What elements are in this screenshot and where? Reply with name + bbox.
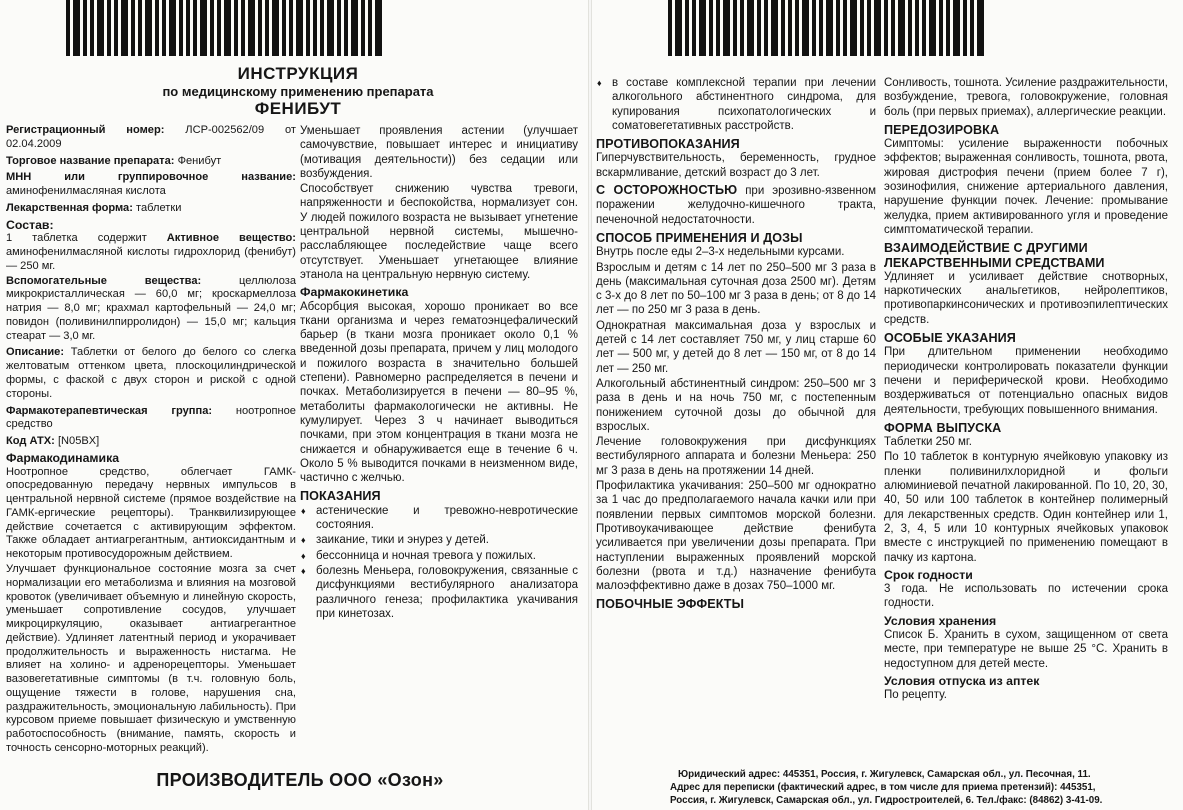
release-form-heading: ФОРМА ВЫПУСКА [884, 420, 1002, 435]
pharmacodynamics-p1: Ноотропное средство, облегчает ГАМК-опосредованную передачу нервных импульсов в центральной нервной системе (прямое воздействие на ГАМК-ергические рецепторы). Транквилизирующее действие сочетается с активирующим эффектом. Также обладает антиагрегантным, антиоксидантным и некоторым противосудорожным действием. [6, 465, 296, 561]
shelf-life-text: 3 года. Не использовать по истечении срока годности. [884, 583, 1168, 610]
doc-title: ИНСТРУКЦИЯ [237, 64, 359, 83]
dosage-heading: СПОСОБ ПРИМЕНЕНИЯ И ДОЗЫ [596, 230, 803, 245]
title-block [88, 64, 508, 119]
list-item: ♦ в составе комплексной терапии при лечении алкогольного абстинентного синдрома, для купирования психопатологических и соматовегетативных расстройств. [596, 76, 876, 133]
list-item: ♦ бессонница и ночная тревога у пожилых. [300, 549, 578, 563]
dosage-p5: Лечение головокружения при дисфункциях вестибулярного аппарата и болезни Меньера: 250 мг 3 раза в день на протяжении 14 дней. [596, 436, 876, 477]
column-1 [6, 124, 296, 757]
interactions-heading: ВЗАИМОДЕЙСТВИЕ С ДРУГИМИ ЛЕКАРСТВЕННЫМИ СРЕДСТВАМИ [884, 241, 1105, 270]
pharmacodynamics-heading: Фармакодинамика [6, 450, 120, 465]
overdose-heading: ПЕРЕДОЗИРОВКА [884, 122, 1000, 137]
storage-text: Список Б. Хранить в сухом, защищенном от света месте, при температуре не выше 25 °С. Хранить в недоступном для детей месте. [884, 628, 1168, 670]
column-2 [300, 124, 578, 622]
dosage-p1: Внутрь после еды 2–3-х недельными курсами. [596, 246, 845, 259]
list-item: ♦ заикание, тики и энурез у детей. [300, 533, 578, 547]
reg-number: Регистрационный номер: ЛСР-002562/09 от 02.04.2009 [6, 124, 296, 150]
dosage-p2: Взрослым и детям с 14 лет по 250–500 мг 3 раза в день (максимальная суточная доза 2500 мг). Детям с 3-х до 8 лет по 50–100 мг 3 раза в день; от 8 до 14 лет — по 250 мг 3 раза в день. [596, 261, 876, 317]
pharmacokinetics-heading: Фармакокинетика [300, 285, 409, 300]
indications-list [300, 504, 578, 621]
description: Описание: Таблетки от белого до белого со слегка желтоватым оттенком цвета, плоскоцилиндрической формы, с фаской с двух сторон и риской с одной стороны. [6, 346, 296, 400]
side-effects-heading: ПОБОЧНЫЕ ЭФФЕКТЫ [596, 597, 745, 612]
inn-name: МНН или группировочное название: аминофенилмасляная кислота [6, 171, 296, 198]
pharmacodynamics-p4: Способствует снижению чувства тревоги, напряженности и беспокойства, нормализует сон. У людей пожилого возраста не вызывает угнетение центральной нервной системы, мышечно-расслабляющее последействие чаще всего отсутствует. Уменьшает угнетающее влияние этанола на центральную нервную систему. [300, 183, 578, 281]
address-line: Адрес для переписки (фактический адрес, в том числе для приема претензий): 445351, [670, 782, 1096, 793]
barcode-strip [668, 0, 984, 56]
producer-line: ПРОИЗВОДИТЕЛЬ ООО «Озон» [156, 770, 444, 790]
indications-list-continued [596, 76, 876, 133]
trade-name: Торговое название препарата: Фенибут [6, 154, 222, 167]
address-line: Россия, г. Жигулевск, Самарская обл., ул. Гидростроителей, 6. Тел./факс: (84862) 3-41-09. [670, 795, 1103, 806]
pharmacodynamics-p2: Улучшает функциональное состояние мозга за счет нормализации его метаболизма и влияния на мозговой кровоток (увеличивает объемную и линейную скорость, уменьшает сопротивление сосудов, улучшает микроциркуляцию, оказывает антиагрегантное действие). Удлиняет латентный период и укорачивает продолжительность и выраженность нистагма. Не влияет на холино- и адренорецепторы. Уменьшает вазовегетативные симптомы (в т.ч. головную боль, ощущение тяжести в голове, нарушения сна, раздражительность, эмоциональную лабильность). При курсовом приеме повышает физическую и умственную работоспособность (внимание, память, скорость и точность сенсорно-моторных реакций). [6, 562, 296, 754]
dispensing-text: По рецепту. [884, 689, 947, 702]
dosage-p6: Профилактика укачивания: 250–500 мг однократно за 1 час до предполагаемого начала качки или при появлении первых симптомов морской болезни. Противоукачивающее действие фенибута усиливается при увеличении дозы препарата. При наступлении выраженных проявлений морской болезни (рвота и т.д.) назначение фенибута малоэффективно даже в дозах 750–1000 мг. [596, 480, 876, 593]
storage-heading: Условия хранения [884, 613, 997, 628]
indications-heading: ПОКАЗАНИЯ [300, 489, 381, 504]
contraindications-text: Гиперчувствительность, беременность, грудное вскармливание, детский возраст до 3 лет. [596, 152, 876, 179]
leaflet-left-page [0, 0, 588, 810]
address-line: Юридический адрес: 445351, Россия, г. Жигулевск, Самарская обл., ул. Песочная, 11. [678, 769, 1091, 780]
atc-code: Код АТХ: [N05BX] [6, 435, 100, 448]
column-4 [884, 76, 1168, 703]
dosage-p3: Однократная максимальная доза у взрослых и детей с 14 лет составляет 750 мг, у лиц старше 60 лет — 500 мг, у детей до 8 лет — 150 мг, от 8 до 14 лет — 250 мг. [596, 319, 876, 375]
doc-subtitle: по медицинскому применению препарата [162, 84, 434, 99]
release-form-p2: По 10 таблеток в контурную ячейковую упаковку из пленки поливинилхлоридной и фольги алюминиевой печатной лакированной. По 10, 20, 30, 40, 50 или 100 таблеток в контейнер полимерный для лекарственных средств. Один контейнер или 1, 2, 3, 4, 5 или 10 контурных ячейковых упаковок вместе с инструкцией по применению помещают в пачку из картона. [884, 451, 1168, 564]
manufacturer-address [624, 768, 1154, 807]
special-instructions-heading: ОСОБЫЕ УКАЗАНИЯ [884, 331, 1016, 346]
interactions-text: Удлиняет и усиливает действие снотворных, наркотических анальгетиков, нейролептиков, противопаркинсонических и противоэпилептических средств. [884, 270, 1168, 326]
barcode-strip [66, 0, 382, 56]
dosage-p4: Алкогольный абстинентный синдром: 250–500 мг 3 раза в день и на ночь 750 мг, с постепенным понижением суточной дозы до обычной для взрослых. [596, 377, 876, 433]
list-item: ♦ астенические и тревожно-невротические состояния. [300, 504, 578, 533]
drug-name: ФЕНИБУТ [254, 99, 342, 118]
pharmacokinetics-p1: Абсорбция высокая, хорошо проникает во все ткани организма и через гематоэнцефалический барьер (в ткани мозга проникает около 0,1 % введенной дозы препарата, причем у лиц молодого и пожилого возраста в значительно большей степени). Равномерно распределяется в печени и почках. Метаболизируется в печени — 80–95 %, метаболиты фармакологически не активны. Не кумулирует. Через 3 ч начинает выводиться почками, при этом концентрация в ткани мозга не снижается и обнаруживается еще в течение 6 ч. Около 5 % выводится почками в неизменном виде, частично с желчью. [300, 300, 578, 485]
contraindications-heading: ПРОТИВОПОКАЗАНИЯ [596, 137, 740, 152]
active-substance: 1 таблетка содержит Активное вещество: аминофенилмасляной кислоты гидрохлорид (фенибут) — 250 мг. [6, 232, 296, 272]
excipients: Вспомогательные вещества: целлюлоза микрокристаллическая — 60,0 мг; кроскармеллоза натрия — 8,0 мг; крахмал картофельный — 24,0 мг; повидон (поливинилпирролидон) — 15,0 мг; кальция стеарат — 3,0 мг. [6, 274, 296, 342]
leaflet-right-page [592, 0, 1183, 810]
pharmacodynamics-p3: Уменьшает проявления астении (улучшает самочувствие, повышает интерес и инициативу (мотивация деятельности)) без седации или возбуждения. [300, 125, 578, 180]
column-3 [596, 76, 876, 612]
pharm-group: Фармакотерапевтическая группа: ноотропное средство [6, 404, 296, 431]
side-effects-text: Сонливость, тошнота. Усиление раздражительности, возбуждение, тревога, головокружение, головная боль (при первых приемах), аллергические реакции. [884, 77, 1168, 118]
caution: С ОСТОРОЖНОСТЬЮ при эрозивно-язвенном поражении желудочно-кишечного тракта, печеночной недостаточности. [596, 183, 876, 226]
overdose-text: Симптомы: усиление выраженности побочных эффектов; выраженная сонливость, тошнота, рвота, жировая дистрофия печени (прием более 7 г), эозинофилия, снижение артериального давления, нарушение функции почек. Лечение: промывание желудка, прием активированного угля и проведение симптоматической терапии. [884, 138, 1168, 236]
shelf-life-heading: Срок годности [884, 567, 973, 582]
list-item: ♦ болезнь Меньера, головокружения, связанные с дисфункциями вестибулярного анализатора различного генеза; профилактика укачивания при кинетозах. [300, 564, 578, 621]
release-form-p1: Таблетки 250 мг. [884, 436, 972, 449]
composition-heading: Состав: [6, 217, 54, 232]
special-instructions-text: При длительном применении необходимо периодически контролировать показатели функции печени и периферической крови. Необходимо воздерживаться от потенциально опасных видов деятельности, требующих повышенного внимания. [884, 346, 1168, 416]
dispensing-heading: Условия отпуска из аптек [884, 673, 1040, 688]
dosage-form: Лекарственная форма: таблетки [6, 201, 182, 214]
